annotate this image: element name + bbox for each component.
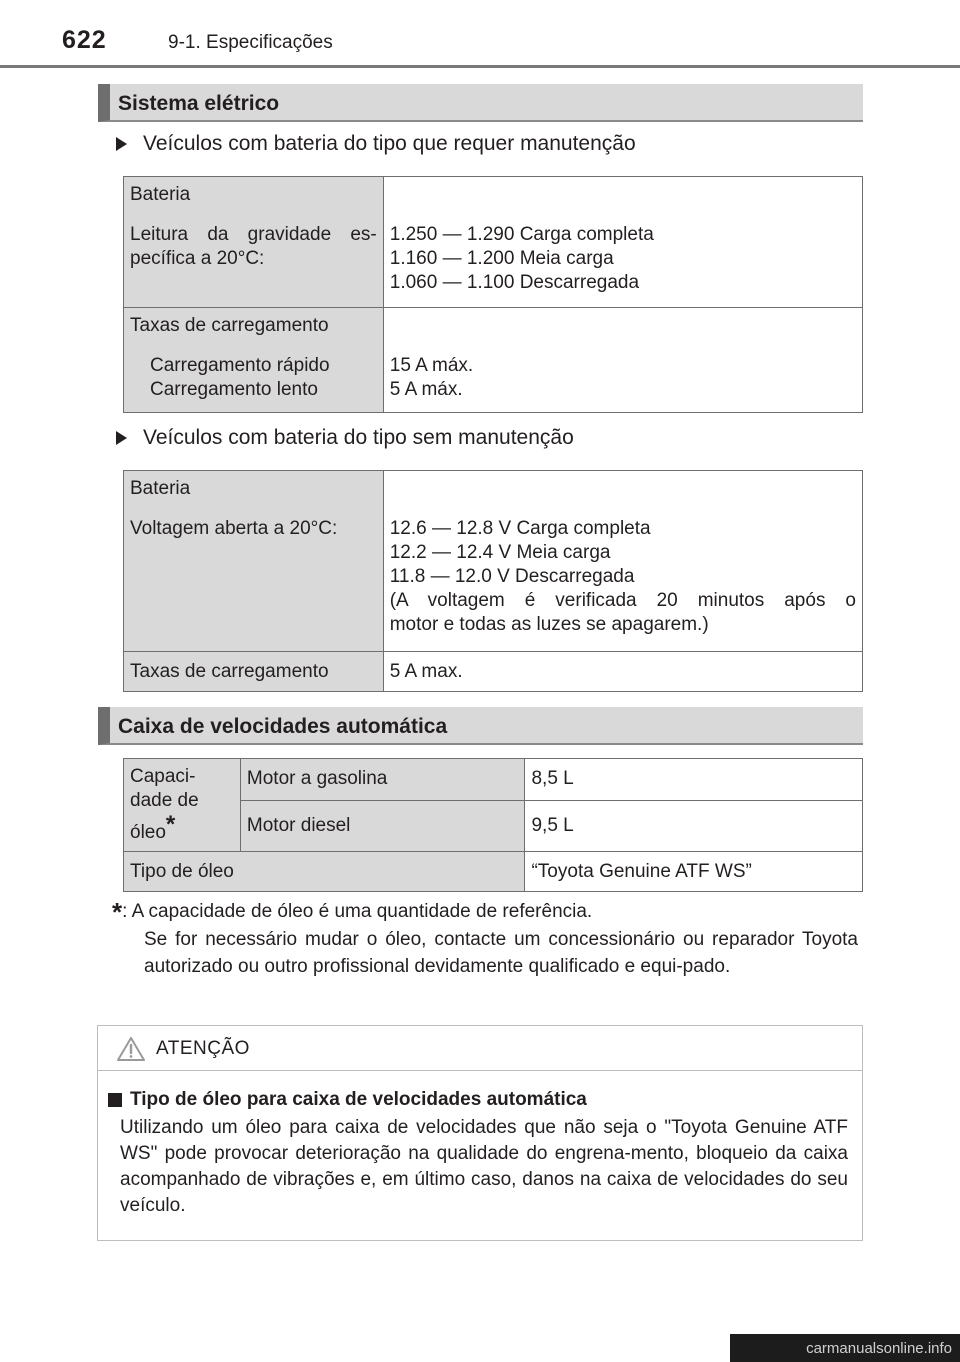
square-bullet-icon <box>108 1093 122 1107</box>
battery-label: Bateria <box>130 184 191 205</box>
capacity-label: dade de <box>130 790 199 811</box>
fast-charge-label: Carregamento rápido <box>150 355 330 376</box>
voltage-values-cell <box>383 471 862 652</box>
warning-text: Utilizando um óleo para caixa de velocidades que não seja o "Toyota Genuine ATF WS" pode provocar deterioração na qualidade do engrena-mento, bloqueio da caixa acompanhado de vibrações e, em último caso, danos na caixa de velocidades do seu veículo. <box>120 1117 848 1216</box>
section-label: 9-1. Especificações <box>168 32 333 53</box>
footnote-text: Se for necessário mudar o óleo, contacte um concessionário ou reparador Toyota autorizado ou outro profissional devidamente qualificado e equi-pado. <box>144 929 858 977</box>
battery-label: Bateria <box>130 478 191 499</box>
gravity-value: 1.250 — 1.290 Carga completa <box>389 224 654 245</box>
footnote <box>112 898 858 980</box>
section-bar-transmission <box>98 707 863 745</box>
oil-type-label: Tipo de óleo <box>124 852 525 892</box>
battery-label-cell <box>124 471 384 652</box>
gravity-value: 1.160 — 1.200 Meia carga <box>389 248 614 269</box>
transmission-table <box>123 758 863 892</box>
table-row <box>124 852 863 892</box>
sub-heading-maintenance <box>116 132 636 156</box>
maintenance-free-battery-table <box>123 470 863 692</box>
footnote-line: : A capacidade de óleo é uma quantidade de referência. <box>122 901 593 922</box>
table-row <box>124 759 863 801</box>
warning-title: ATENÇÃO <box>156 1038 250 1059</box>
table-row <box>124 652 863 692</box>
section-title: Sistema elétrico <box>118 92 280 115</box>
slow-charge-value: 5 A máx. <box>389 379 463 400</box>
gasoline-value: 8,5 L <box>525 759 863 801</box>
section-bar-electrical <box>98 84 863 122</box>
sub-heading-maintenance-free <box>116 426 574 450</box>
sub-heading-text: Veículos com bateria do tipo que requer manutenção <box>143 132 636 155</box>
diesel-value: 9,5 L <box>525 800 863 851</box>
footnote-marker: * <box>112 897 123 927</box>
voltage-label: Voltagem aberta a 20°C: <box>130 518 338 539</box>
watermark: carmanualsonline.info <box>730 1334 960 1362</box>
maintenance-battery-table <box>123 176 863 413</box>
sub-heading-text: Veículos com bateria do tipo sem manutenção <box>143 426 574 449</box>
triangle-bullet-icon <box>116 137 127 151</box>
charge-value: 5 A max. <box>383 652 862 692</box>
charge-label: Taxas de carregamento <box>130 315 329 336</box>
section-title: Caixa de velocidades automática <box>118 715 448 738</box>
page-header <box>0 0 960 68</box>
asterisk-mark: * <box>165 811 176 838</box>
table-row <box>124 177 863 308</box>
voltage-value: 12.6 — 12.8 V Carga completa <box>389 518 651 539</box>
warning-triangle-icon <box>116 1036 146 1062</box>
gasoline-label: Motor a gasolina <box>240 759 525 801</box>
charge-values-cell <box>383 308 862 413</box>
warning-subtitle: Tipo de óleo para caixa de velocidades automática <box>130 1089 587 1110</box>
table-row <box>124 308 863 413</box>
oil-type-value: “Toyota Genuine ATF WS” <box>525 852 863 892</box>
diesel-label: Motor diesel <box>240 800 525 851</box>
charge-label: Taxas de carregamento <box>124 652 384 692</box>
table-row <box>124 471 863 652</box>
gravity-label: Leitura da gravidade es-pecífica a 20°C: <box>130 224 377 269</box>
voltage-note: motor e todas as luzes se apagarem.) <box>389 614 709 635</box>
slow-charge-label: Carregamento lento <box>150 379 318 400</box>
charge-label-cell <box>124 308 384 413</box>
voltage-value: 12.2 — 12.4 V Meia carga <box>389 542 611 563</box>
triangle-bullet-icon <box>116 431 127 445</box>
warning-header <box>98 1026 862 1071</box>
fast-charge-value: 15 A máx. <box>389 355 474 376</box>
warning-body <box>98 1071 862 1219</box>
voltage-note: (A voltagem é verificada 20 minutos após o <box>389 590 856 611</box>
gravity-values-cell <box>383 177 862 308</box>
capacity-label: Capaci- <box>130 766 196 787</box>
battery-label-cell <box>124 177 384 308</box>
capacity-label: óleo <box>130 822 166 843</box>
capacity-label-cell <box>124 759 241 852</box>
voltage-value: 11.8 — 12.0 V Descarregada <box>389 566 635 587</box>
gravity-value: 1.060 — 1.100 Descarregada <box>389 272 640 293</box>
page-number: 622 <box>62 26 107 54</box>
warning-box <box>97 1025 863 1241</box>
